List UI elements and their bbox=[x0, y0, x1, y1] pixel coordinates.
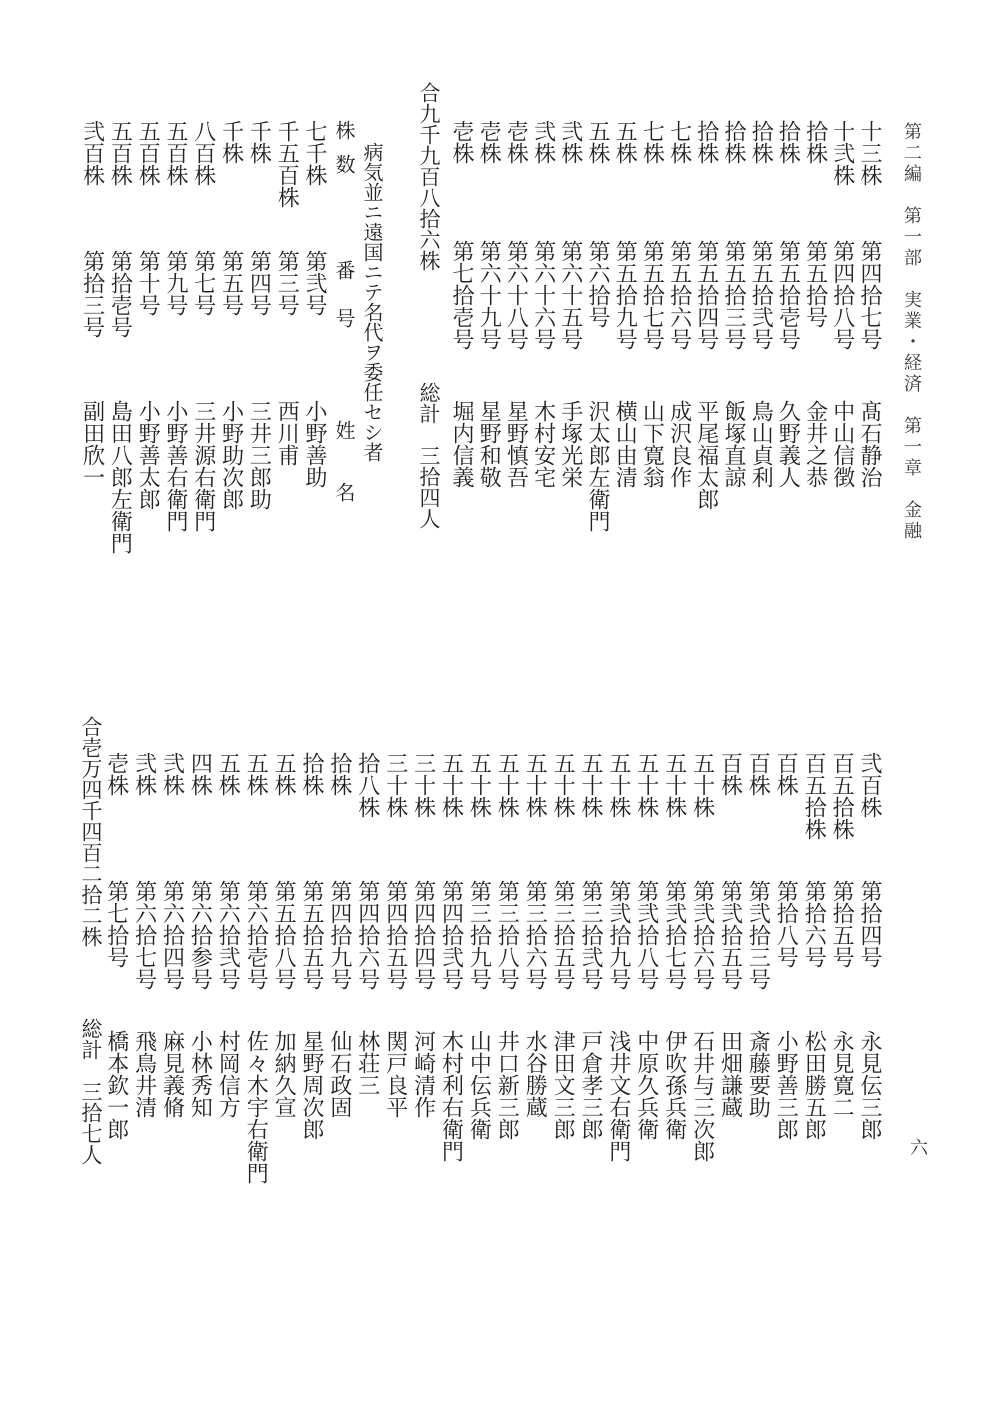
name-cell: 堀内信義 bbox=[449, 400, 474, 488]
number-cell: 第六十八号 bbox=[503, 240, 529, 350]
name-cell: 星野和敬 bbox=[476, 400, 502, 488]
number-cell: 第四拾八号 bbox=[829, 240, 855, 350]
shares-cell: 百五拾株 bbox=[829, 752, 855, 840]
shares-cell: 百五拾株 bbox=[801, 752, 827, 840]
number-cell: 第弐号 bbox=[302, 250, 327, 316]
page-header: 第二編 第一部 実業・経済 第一章 金融 bbox=[901, 122, 922, 542]
name-cell: 木村安宅 bbox=[530, 400, 556, 488]
shares-cell: 八百株 bbox=[190, 120, 216, 186]
name-cell: 西川甫 bbox=[274, 400, 300, 466]
proxy-col-shares: 株数 bbox=[332, 120, 356, 188]
name-cell: 松田勝五郎 bbox=[801, 1030, 827, 1140]
shares-cell: 五百株 bbox=[163, 120, 188, 186]
shares-cell: 三十株 bbox=[410, 752, 436, 818]
name-cell: 橋本欽一郎 bbox=[103, 1030, 129, 1140]
name-cell: 伊吹孫兵衛 bbox=[661, 1030, 687, 1140]
shares-cell: 壱株 bbox=[503, 120, 529, 164]
shares-cell: 五株 bbox=[215, 752, 241, 796]
shares-cell: 弐百株 bbox=[79, 120, 105, 186]
name-cell: 永見伝三郎 bbox=[857, 1030, 882, 1140]
number-cell: 第四拾九号 bbox=[326, 880, 352, 990]
shares-cell: 壱株 bbox=[103, 752, 129, 796]
name-cell: 加納久宣 bbox=[271, 1030, 297, 1118]
name-cell: 鳥山貞利 bbox=[748, 400, 774, 488]
shares-cell: 拾株 bbox=[775, 120, 801, 164]
name-cell: 島田八郎左衛門 bbox=[107, 400, 133, 554]
shares-cell: 五十株 bbox=[550, 752, 576, 818]
shares-cell: 七株 bbox=[666, 120, 692, 164]
number-cell: 第十号 bbox=[135, 250, 161, 316]
shares-cell: 弐百株 bbox=[857, 752, 882, 818]
shares-cell: 百株 bbox=[773, 752, 799, 796]
name-cell: 小野善三郎 bbox=[773, 1030, 799, 1140]
name-cell: 麻見義脩 bbox=[159, 1030, 185, 1118]
name-cell: 仙石政固 bbox=[326, 1030, 352, 1118]
shares-cell: 千五百株 bbox=[274, 120, 300, 208]
number-cell: 第五拾五号 bbox=[299, 880, 324, 990]
shares-cell: 五株 bbox=[243, 752, 269, 796]
page-number: 六 bbox=[907, 1138, 928, 1156]
name-cell: 横山由清 bbox=[612, 400, 638, 488]
shares-cell: 十弐株 bbox=[829, 120, 855, 186]
name-cell: 村岡信方 bbox=[215, 1030, 241, 1118]
number-cell: 第三拾五号 bbox=[550, 880, 576, 990]
name-cell: 中原久兵衛 bbox=[633, 1030, 659, 1140]
name-cell: 平尾福太郎 bbox=[693, 400, 719, 510]
number-cell: 第三拾六号 bbox=[522, 880, 548, 990]
shares-cell: 五十株 bbox=[466, 752, 492, 818]
shares-cell: 五百株 bbox=[107, 120, 133, 186]
shares-cell: 五十株 bbox=[494, 752, 520, 818]
name-cell: 河崎清作 bbox=[410, 1030, 436, 1118]
shares-cell: 五十株 bbox=[578, 752, 603, 818]
shares-cell: 四株 bbox=[187, 752, 213, 796]
shares-cell: 壱株 bbox=[476, 120, 502, 164]
number-cell: 第六十五号 bbox=[557, 240, 583, 350]
number-cell: 第四拾弐号 bbox=[438, 880, 464, 990]
name-cell: 手塚光栄 bbox=[557, 400, 583, 488]
name-cell: 小野助次郎 bbox=[218, 400, 244, 510]
name-cell: 小野善太郎 bbox=[135, 400, 161, 510]
name-cell: 小野善右衛門 bbox=[163, 400, 188, 532]
shares-cell: 千株 bbox=[218, 120, 244, 164]
number-cell: 第弐拾五号 bbox=[717, 880, 743, 990]
name-cell: 津田文三郎 bbox=[550, 1030, 576, 1140]
shares-cell: 弐株 bbox=[530, 120, 556, 164]
name-cell: 三井源右衛門 bbox=[190, 400, 216, 532]
number-cell: 第拾四号 bbox=[857, 880, 882, 968]
shares-cell: 三十株 bbox=[382, 752, 408, 818]
number-cell: 第七拾壱号 bbox=[449, 240, 474, 350]
name-cell: 戸倉孝三郎 bbox=[578, 1030, 603, 1140]
section2-total-shares: 合壱万四千四百二拾二株 bbox=[79, 716, 103, 947]
number-cell: 第六十九号 bbox=[476, 240, 502, 350]
name-cell: 小林秀知 bbox=[187, 1030, 213, 1118]
name-cell: 副田欣一 bbox=[79, 400, 105, 488]
number-cell: 第四拾七号 bbox=[857, 240, 882, 350]
number-cell: 第五拾三号 bbox=[721, 240, 746, 350]
name-cell: 沢太郎左衛門 bbox=[585, 400, 610, 532]
shares-cell: 拾八株 bbox=[354, 752, 380, 818]
number-cell: 第七号 bbox=[190, 250, 216, 316]
number-cell: 第六拾弐号 bbox=[215, 880, 241, 990]
number-cell: 第弐拾七号 bbox=[661, 880, 687, 990]
shares-cell: 拾株 bbox=[299, 752, 324, 796]
number-cell: 第四拾四号 bbox=[410, 880, 436, 990]
name-cell: 浅井文右衛門 bbox=[605, 1030, 631, 1162]
shares-cell: 七株 bbox=[639, 120, 665, 164]
shares-cell: 五十株 bbox=[522, 752, 548, 818]
proxy-title: 病気並ニ遠国ニテ名代ヲ委任セシ者 bbox=[360, 142, 384, 462]
shares-cell: 百株 bbox=[745, 752, 771, 796]
shares-cell: 百株 bbox=[717, 752, 743, 796]
shares-cell: 五十株 bbox=[633, 752, 659, 818]
number-cell: 第六拾四号 bbox=[159, 880, 185, 990]
name-cell: 斎藤要助 bbox=[745, 1030, 771, 1118]
number-cell: 第五拾九号 bbox=[612, 240, 638, 350]
number-cell: 第拾六号 bbox=[801, 880, 827, 968]
number-cell: 第四拾六号 bbox=[354, 880, 380, 990]
name-cell: 成沢良作 bbox=[666, 400, 692, 488]
number-cell: 第六拾号 bbox=[585, 240, 610, 328]
name-cell: 三井三郎助 bbox=[246, 400, 272, 510]
shares-cell: 七千株 bbox=[302, 120, 327, 186]
shares-cell: 弐株 bbox=[131, 752, 157, 796]
name-cell: 中山信徴 bbox=[829, 400, 855, 488]
shares-cell: 五株 bbox=[612, 120, 638, 164]
shares-cell: 拾株 bbox=[326, 752, 352, 796]
name-cell: 井口新三郎 bbox=[494, 1030, 520, 1140]
number-cell: 第五号 bbox=[218, 250, 244, 316]
name-cell: 永見寛二 bbox=[829, 1030, 855, 1118]
number-cell: 第六拾壱号 bbox=[243, 880, 269, 990]
number-cell: 第九号 bbox=[163, 250, 188, 316]
number-cell: 第弐拾八号 bbox=[633, 880, 659, 990]
number-cell: 第拾八号 bbox=[773, 880, 799, 968]
number-cell: 第三号 bbox=[274, 250, 300, 316]
name-cell: 水谷勝蔵 bbox=[522, 1030, 548, 1118]
name-cell: 石井与三次郎 bbox=[689, 1030, 715, 1162]
number-cell: 第拾壱号 bbox=[107, 250, 133, 338]
number-cell: 第三拾九号 bbox=[466, 880, 492, 990]
number-cell: 第三拾八号 bbox=[494, 880, 520, 990]
number-cell: 第四号 bbox=[246, 250, 272, 316]
number-cell: 第拾三号 bbox=[79, 250, 105, 338]
number-cell: 第四拾五号 bbox=[382, 880, 408, 990]
shares-cell: 五十株 bbox=[689, 752, 715, 818]
name-cell: 田畑謙蔵 bbox=[717, 1030, 743, 1118]
number-cell: 第五拾号 bbox=[802, 240, 828, 328]
name-cell: 星野慎吾 bbox=[503, 400, 529, 488]
shares-cell: 五十株 bbox=[438, 752, 464, 818]
name-cell: 林荘三 bbox=[354, 1030, 380, 1096]
name-cell: 山中伝兵衛 bbox=[466, 1030, 492, 1140]
name-cell: 飯塚直諒 bbox=[721, 400, 746, 488]
name-cell: 金井之恭 bbox=[802, 400, 828, 488]
section1-total-shares: 合九千九百八拾六株 bbox=[417, 82, 441, 271]
name-cell: 小野善助 bbox=[302, 400, 327, 488]
number-cell: 第三拾弐号 bbox=[578, 880, 603, 990]
shares-cell: 弐株 bbox=[557, 120, 583, 164]
shares-cell: 拾株 bbox=[748, 120, 774, 164]
shares-cell: 五百株 bbox=[135, 120, 161, 186]
number-cell: 第七拾号 bbox=[103, 880, 129, 968]
shares-cell: 弐株 bbox=[159, 752, 185, 796]
name-cell: 髙石静治 bbox=[857, 400, 882, 488]
shares-cell: 壱株 bbox=[449, 120, 474, 164]
number-cell: 第六拾七号 bbox=[131, 880, 157, 990]
number-cell: 第六拾参号 bbox=[187, 880, 213, 990]
proxy-col-name: 姓名 bbox=[332, 420, 356, 544]
section1-total-people: 総計 三拾四人 bbox=[417, 382, 441, 529]
number-cell: 第五拾弐号 bbox=[748, 240, 774, 350]
number-cell: 第弐拾六号 bbox=[689, 880, 715, 990]
shares-cell: 拾株 bbox=[802, 120, 828, 164]
number-cell: 第拾五号 bbox=[829, 880, 855, 968]
name-cell: 関戸良平 bbox=[382, 1030, 408, 1118]
name-cell: 木村利右衛門 bbox=[438, 1030, 464, 1162]
shares-cell: 五株 bbox=[585, 120, 610, 164]
shares-cell: 五株 bbox=[271, 752, 297, 796]
number-cell: 第五拾六号 bbox=[666, 240, 692, 350]
number-cell: 第五拾四号 bbox=[693, 240, 719, 350]
number-cell: 第六十六号 bbox=[530, 240, 556, 350]
number-cell: 第弐拾九号 bbox=[605, 880, 631, 990]
shares-cell: 拾株 bbox=[721, 120, 746, 164]
number-cell: 第五拾壱号 bbox=[775, 240, 801, 350]
name-cell: 星野周次郎 bbox=[299, 1030, 324, 1140]
name-cell: 山下寛翁 bbox=[639, 400, 665, 488]
shares-cell: 拾株 bbox=[693, 120, 719, 164]
number-cell: 第弐拾三号 bbox=[745, 880, 771, 990]
shares-cell: 千株 bbox=[246, 120, 272, 164]
name-cell: 飛鳥井清 bbox=[131, 1030, 157, 1118]
number-cell: 第五拾七号 bbox=[639, 240, 665, 350]
name-cell: 久野義人 bbox=[775, 400, 801, 488]
proxy-col-number: 番号 bbox=[332, 260, 356, 356]
shares-cell: 十三株 bbox=[857, 120, 882, 186]
shares-cell: 五十株 bbox=[661, 752, 687, 818]
number-cell: 第五拾八号 bbox=[271, 880, 297, 990]
section2-total-people: 総計 三拾七人 bbox=[79, 1018, 103, 1165]
shares-cell: 五十株 bbox=[605, 752, 631, 818]
name-cell: 佐々木宇右衛門 bbox=[243, 1030, 269, 1184]
